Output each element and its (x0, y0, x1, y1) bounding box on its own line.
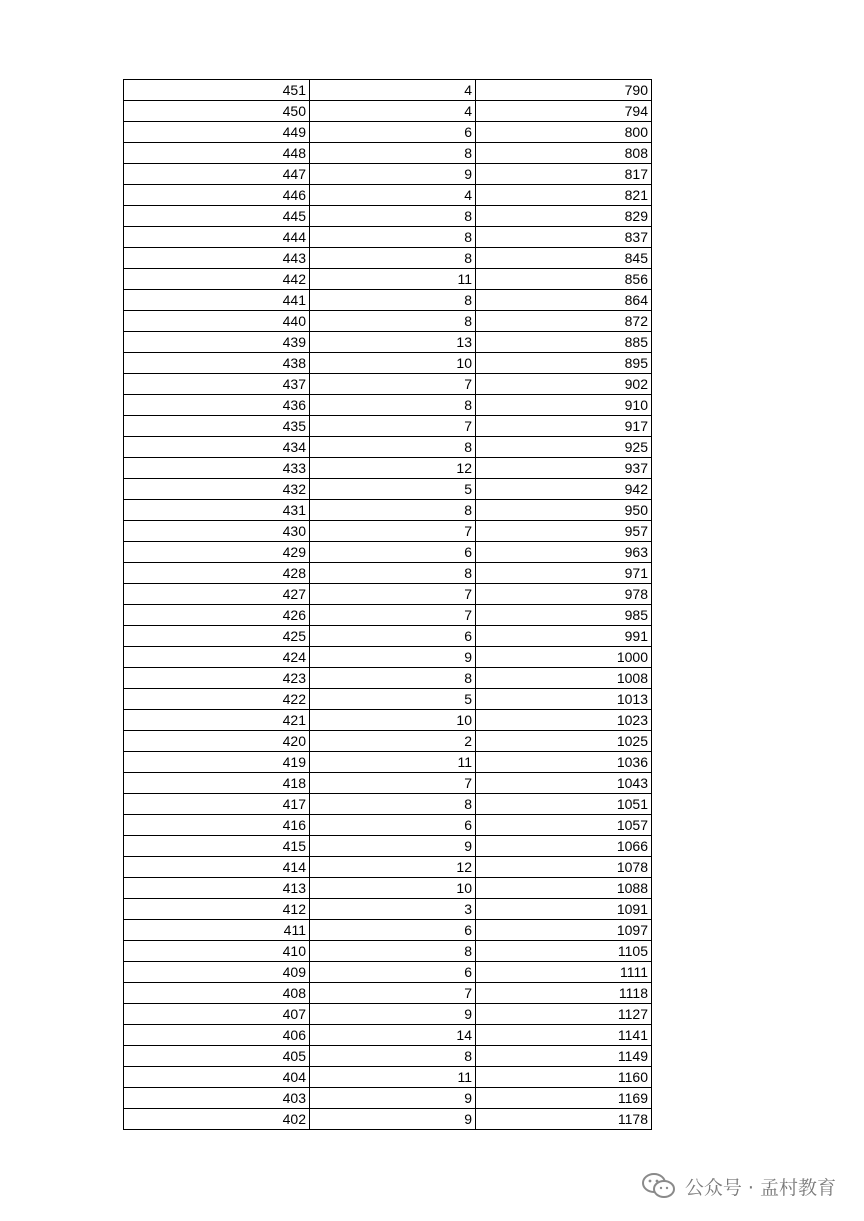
cumulative-cell: 1023 (476, 710, 652, 731)
cumulative-cell: 985 (476, 605, 652, 626)
table-row (124, 437, 652, 458)
score-cell: 416 (124, 815, 310, 836)
cumulative-cell: 1118 (476, 983, 652, 1004)
cumulative-cell: 978 (476, 584, 652, 605)
count-cell: 13 (310, 332, 476, 353)
table-row (124, 164, 652, 185)
count-cell: 8 (310, 563, 476, 584)
count-cell: 11 (310, 1067, 476, 1088)
table-row (124, 668, 652, 689)
count-cell: 6 (310, 626, 476, 647)
score-cell: 410 (124, 941, 310, 962)
cumulative-cell: 829 (476, 206, 652, 227)
count-cell: 8 (310, 668, 476, 689)
cumulative-cell: 808 (476, 143, 652, 164)
cumulative-cell: 1036 (476, 752, 652, 773)
score-cell: 420 (124, 731, 310, 752)
count-cell: 8 (310, 794, 476, 815)
count-cell: 2 (310, 731, 476, 752)
count-cell: 8 (310, 311, 476, 332)
score-cell: 412 (124, 899, 310, 920)
cumulative-cell: 1169 (476, 1088, 652, 1109)
cumulative-cell: 1105 (476, 941, 652, 962)
table-row (124, 731, 652, 752)
count-cell: 5 (310, 689, 476, 710)
table-row (124, 983, 652, 1004)
count-cell: 9 (310, 1109, 476, 1130)
score-cell: 409 (124, 962, 310, 983)
table-row (124, 269, 652, 290)
table-row (124, 689, 652, 710)
table-row (124, 605, 652, 626)
score-cell: 404 (124, 1067, 310, 1088)
count-cell: 10 (310, 710, 476, 731)
score-cell: 422 (124, 689, 310, 710)
count-cell: 7 (310, 584, 476, 605)
score-cell: 421 (124, 710, 310, 731)
table-row (124, 626, 652, 647)
table-row (124, 395, 652, 416)
table-row (124, 899, 652, 920)
score-table (123, 79, 652, 1130)
table-row (124, 416, 652, 437)
count-cell: 6 (310, 962, 476, 983)
table-row (124, 647, 652, 668)
table-row (124, 878, 652, 899)
table-row (124, 1046, 652, 1067)
score-cell: 427 (124, 584, 310, 605)
count-cell: 8 (310, 941, 476, 962)
table-row (124, 311, 652, 332)
cumulative-cell: 1051 (476, 794, 652, 815)
cumulative-cell: 885 (476, 332, 652, 353)
count-cell: 8 (310, 500, 476, 521)
table-row (124, 143, 652, 164)
table-row (124, 836, 652, 857)
table-row (124, 122, 652, 143)
count-cell: 3 (310, 899, 476, 920)
table-row (124, 710, 652, 731)
score-cell: 429 (124, 542, 310, 563)
count-cell: 5 (310, 479, 476, 500)
table-row (124, 920, 652, 941)
count-cell: 4 (310, 185, 476, 206)
table-row (124, 1088, 652, 1109)
table-row (124, 521, 652, 542)
cumulative-cell: 917 (476, 416, 652, 437)
table-row (124, 563, 652, 584)
count-cell: 7 (310, 605, 476, 626)
table-row (124, 101, 652, 122)
table-row (124, 542, 652, 563)
table-body (124, 80, 652, 1130)
wechat-icon (641, 1172, 677, 1200)
score-cell: 443 (124, 248, 310, 269)
count-cell: 4 (310, 101, 476, 122)
cumulative-cell: 821 (476, 185, 652, 206)
count-cell: 10 (310, 353, 476, 374)
count-cell: 9 (310, 164, 476, 185)
score-cell: 411 (124, 920, 310, 941)
score-cell: 408 (124, 983, 310, 1004)
cumulative-cell: 910 (476, 395, 652, 416)
cumulative-cell: 1025 (476, 731, 652, 752)
cumulative-cell: 1111 (476, 962, 652, 983)
count-cell: 8 (310, 1046, 476, 1067)
cumulative-cell: 790 (476, 80, 652, 101)
table-row (124, 332, 652, 353)
count-cell: 7 (310, 416, 476, 437)
cumulative-cell: 957 (476, 521, 652, 542)
cumulative-cell: 991 (476, 626, 652, 647)
cumulative-cell: 1013 (476, 689, 652, 710)
score-cell: 431 (124, 500, 310, 521)
count-cell: 7 (310, 521, 476, 542)
count-cell: 7 (310, 374, 476, 395)
score-cell: 434 (124, 437, 310, 458)
cumulative-cell: 1097 (476, 920, 652, 941)
table-row (124, 248, 652, 269)
table-row (124, 752, 652, 773)
table-row (124, 374, 652, 395)
score-cell: 432 (124, 479, 310, 500)
cumulative-cell: 1078 (476, 857, 652, 878)
cumulative-cell: 925 (476, 437, 652, 458)
score-cell: 424 (124, 647, 310, 668)
score-cell: 430 (124, 521, 310, 542)
table-row (124, 962, 652, 983)
table-row (124, 1004, 652, 1025)
table-row (124, 941, 652, 962)
score-cell: 405 (124, 1046, 310, 1067)
table-row (124, 206, 652, 227)
score-cell: 403 (124, 1088, 310, 1109)
cumulative-cell: 864 (476, 290, 652, 311)
score-cell: 433 (124, 458, 310, 479)
table-row (124, 794, 652, 815)
score-cell: 406 (124, 1025, 310, 1046)
count-cell: 8 (310, 437, 476, 458)
count-cell: 8 (310, 143, 476, 164)
table-row (124, 290, 652, 311)
count-cell: 9 (310, 647, 476, 668)
cumulative-cell: 895 (476, 353, 652, 374)
count-cell: 12 (310, 857, 476, 878)
score-cell: 441 (124, 290, 310, 311)
count-cell: 12 (310, 458, 476, 479)
count-cell: 7 (310, 773, 476, 794)
cumulative-cell: 902 (476, 374, 652, 395)
cumulative-cell: 856 (476, 269, 652, 290)
cumulative-cell: 937 (476, 458, 652, 479)
cumulative-cell: 1091 (476, 899, 652, 920)
score-cell: 445 (124, 206, 310, 227)
count-cell: 9 (310, 1004, 476, 1025)
score-cell: 437 (124, 374, 310, 395)
table-row (124, 185, 652, 206)
cumulative-cell: 1000 (476, 647, 652, 668)
score-cell: 435 (124, 416, 310, 437)
score-cell: 413 (124, 878, 310, 899)
cumulative-cell: 1088 (476, 878, 652, 899)
watermark (641, 1172, 836, 1200)
score-cell: 407 (124, 1004, 310, 1025)
table-row (124, 479, 652, 500)
cumulative-cell: 800 (476, 122, 652, 143)
count-cell: 9 (310, 1088, 476, 1109)
table-row (124, 458, 652, 479)
table-row (124, 500, 652, 521)
cumulative-cell: 817 (476, 164, 652, 185)
table-row (124, 80, 652, 101)
score-cell: 425 (124, 626, 310, 647)
count-cell: 9 (310, 836, 476, 857)
table-row (124, 1109, 652, 1130)
cumulative-cell: 971 (476, 563, 652, 584)
cumulative-cell: 837 (476, 227, 652, 248)
score-cell: 418 (124, 773, 310, 794)
cumulative-cell: 794 (476, 101, 652, 122)
table-row (124, 773, 652, 794)
count-cell: 11 (310, 752, 476, 773)
table-row (124, 353, 652, 374)
cumulative-cell: 1141 (476, 1025, 652, 1046)
score-cell: 450 (124, 101, 310, 122)
cumulative-cell: 950 (476, 500, 652, 521)
score-cell: 446 (124, 185, 310, 206)
count-cell: 8 (310, 227, 476, 248)
cumulative-cell: 1160 (476, 1067, 652, 1088)
score-cell: 426 (124, 605, 310, 626)
cumulative-cell: 1066 (476, 836, 652, 857)
count-cell: 8 (310, 206, 476, 227)
count-cell: 6 (310, 122, 476, 143)
cumulative-cell: 942 (476, 479, 652, 500)
score-cell: 428 (124, 563, 310, 584)
cumulative-cell: 872 (476, 311, 652, 332)
score-cell: 402 (124, 1109, 310, 1130)
score-cell: 439 (124, 332, 310, 353)
score-cell: 423 (124, 668, 310, 689)
count-cell: 8 (310, 248, 476, 269)
score-cell: 447 (124, 164, 310, 185)
score-cell: 448 (124, 143, 310, 164)
cumulative-cell: 845 (476, 248, 652, 269)
cumulative-cell: 1149 (476, 1046, 652, 1067)
watermark-text: 公众号 · 孟村教育 (684, 1176, 836, 1199)
score-cell: 419 (124, 752, 310, 773)
table-row (124, 1025, 652, 1046)
score-cell: 451 (124, 80, 310, 101)
cumulative-cell: 1043 (476, 773, 652, 794)
score-cell: 440 (124, 311, 310, 332)
table-row (124, 227, 652, 248)
score-cell: 438 (124, 353, 310, 374)
score-cell: 417 (124, 794, 310, 815)
count-cell: 11 (310, 269, 476, 290)
score-cell: 414 (124, 857, 310, 878)
count-cell: 4 (310, 80, 476, 101)
count-cell: 14 (310, 1025, 476, 1046)
cumulative-cell: 1178 (476, 1109, 652, 1130)
count-cell: 8 (310, 395, 476, 416)
table-row (124, 815, 652, 836)
table-row (124, 857, 652, 878)
score-cell: 436 (124, 395, 310, 416)
count-cell: 7 (310, 983, 476, 1004)
count-cell: 6 (310, 815, 476, 836)
cumulative-cell: 1127 (476, 1004, 652, 1025)
table-row (124, 584, 652, 605)
cumulative-cell: 1057 (476, 815, 652, 836)
score-cell: 449 (124, 122, 310, 143)
cumulative-cell: 963 (476, 542, 652, 563)
count-cell: 8 (310, 290, 476, 311)
count-cell: 10 (310, 878, 476, 899)
count-cell: 6 (310, 920, 476, 941)
score-cell: 444 (124, 227, 310, 248)
score-cell: 415 (124, 836, 310, 857)
count-cell: 6 (310, 542, 476, 563)
cumulative-cell: 1008 (476, 668, 652, 689)
score-cell: 442 (124, 269, 310, 290)
table-row (124, 1067, 652, 1088)
